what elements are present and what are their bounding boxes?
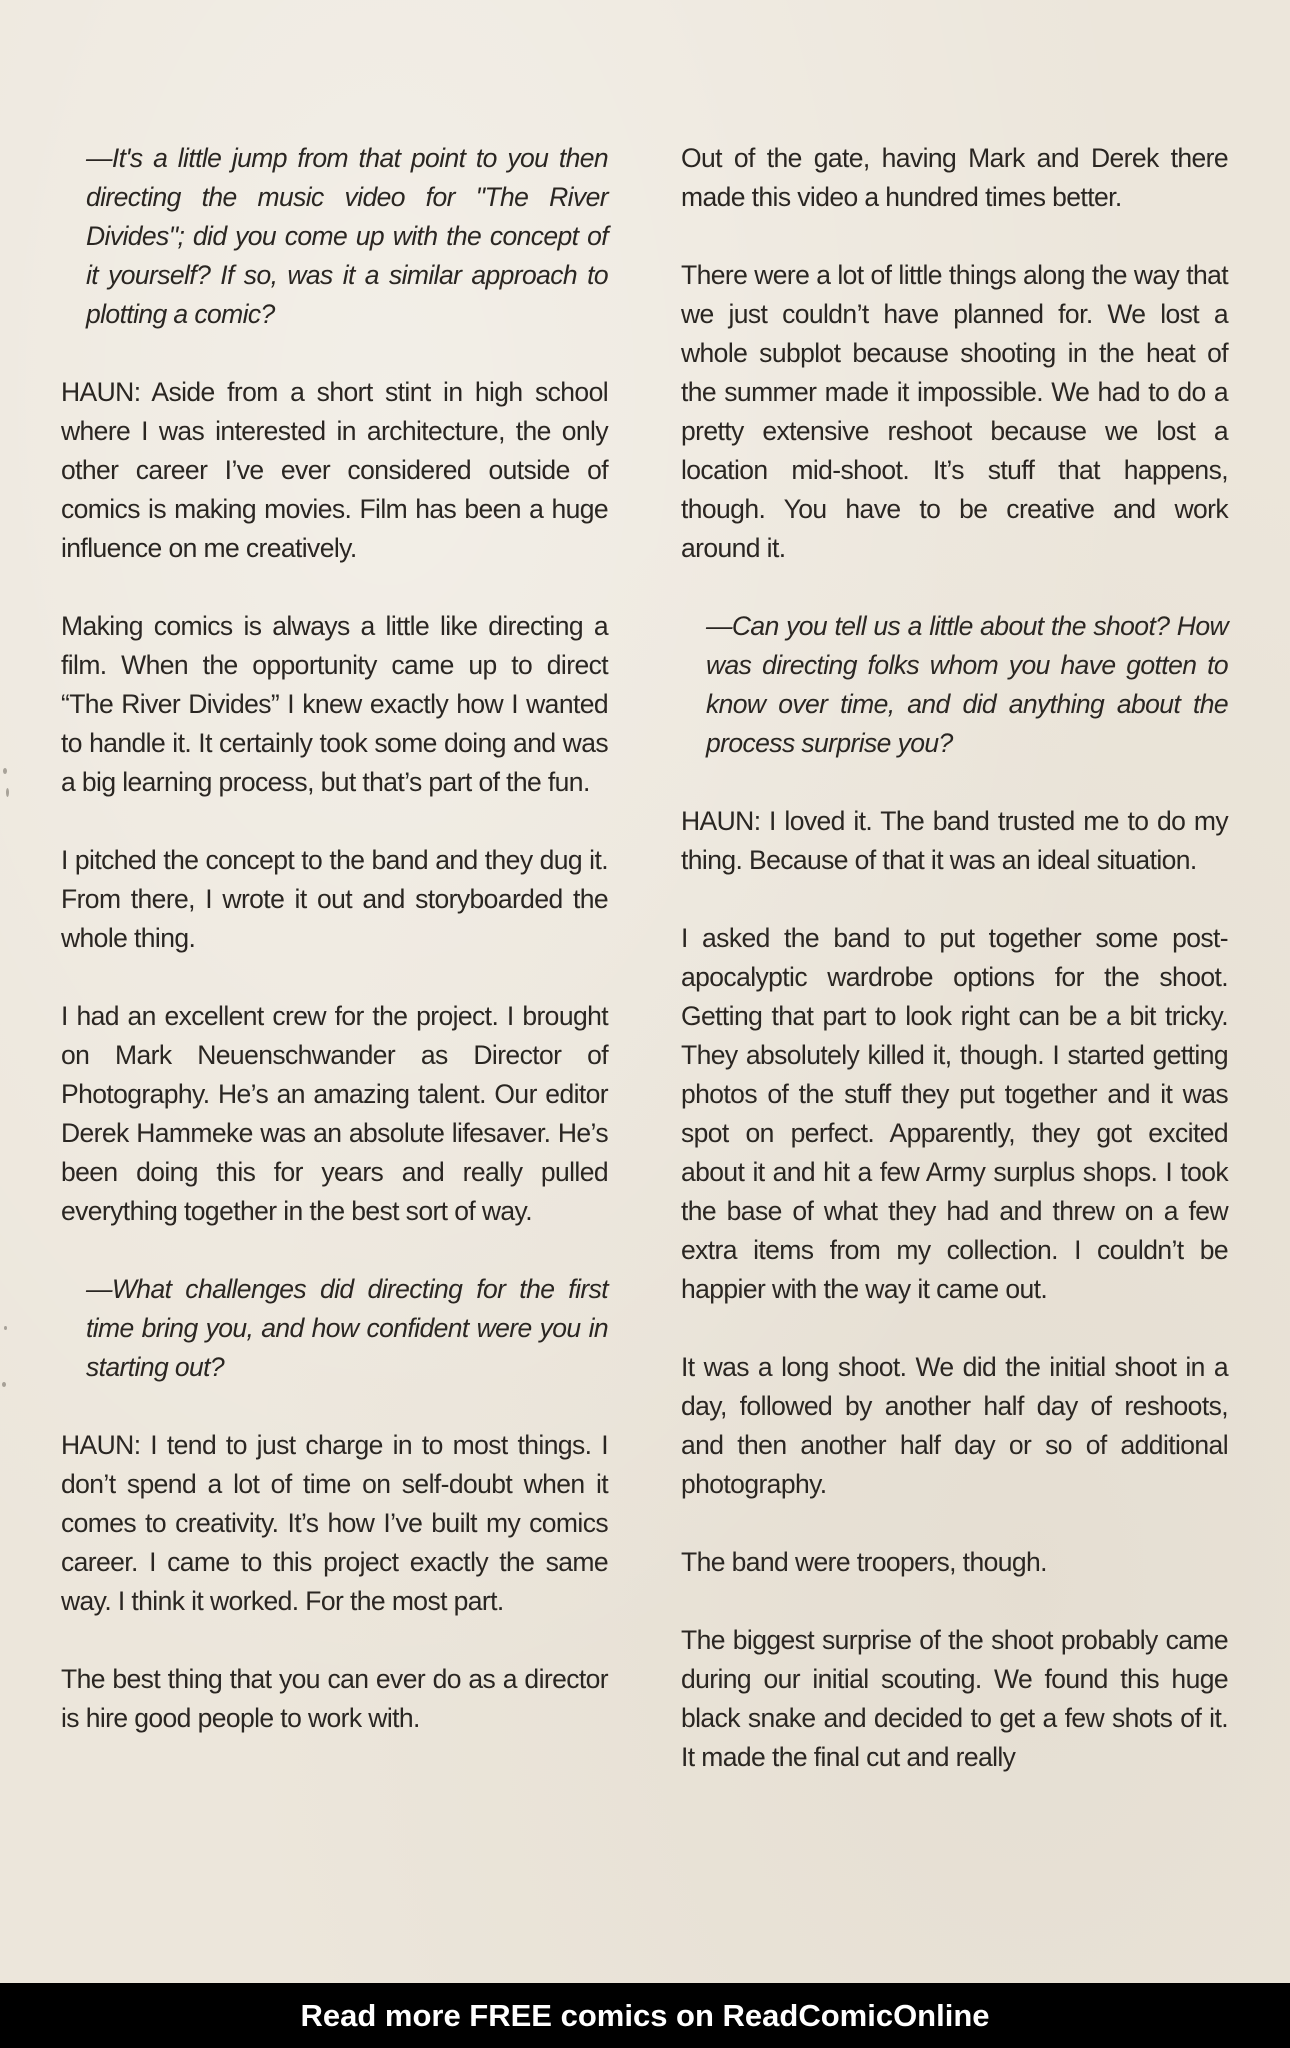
interview-answer: Out of the gate, having Mark and Derek there made this video a hundred times better.: [681, 143, 1228, 212]
footer-banner[interactable]: [0, 1983, 1290, 2048]
interview-answer: HAUN: I loved it. The band trusted me to do my thing. Because of that it was an ideal situation.: [681, 806, 1228, 875]
interview-answer: I asked the band to put together some post-apocalyptic wardrobe options for the shoot. Getting that part to look right can be a bit tricky. They absolutely killed it, though. I started getting photos of the stuff they put together and it was spot on perfect. Apparently, they got excited about it and hit a few Army surplus shops. I took the base of what they had and threw on a few extra items from my collection. I couldn’t be happier with the way it came out.: [681, 923, 1228, 1304]
right-column: [681, 139, 1228, 1777]
left-column: [61, 139, 608, 1738]
interview-answer: There were a lot of little things along the way that we just couldn’t have planned for. We lost a whole subplot because shooting in the heat of the summer made it impossible. We had to do a pretty extensive reshoot because we lost a location mid-shoot. It’s stuff that happens, though. You have to be creative and work around it.: [681, 260, 1228, 563]
paper-speck: [2, 1382, 6, 1387]
paper-speck: [4, 1326, 7, 1330]
interview-answer: It was a long shoot. We did the initial shoot in a day, followed by another half day of reshoots, and then another half day or so of additional photography.: [681, 1352, 1228, 1499]
interview-question: —Can you tell us a little about the shoot? How was directing folks whom you have gotten to know over time, and did anything about the process surprise you?: [706, 611, 1228, 758]
paper-speck: [3, 768, 7, 774]
footer-link-text[interactable]: Read more FREE comics on ReadComicOnline: [300, 1998, 990, 2033]
interview-answer: The biggest surprise of the shoot probably came during our initial scouting. We found this huge black snake and decided to get a few shots of it. It made the final cut and really: [681, 1625, 1228, 1772]
interview-answer: HAUN: Aside from a short stint in high school where I was interested in architecture, the only other career I’ve ever considered outside of comics is making movies. Film has been a huge influence on me creatively.: [61, 377, 608, 563]
interview-answer: Making comics is always a little like directing a film. When the opportunity came up to direct “The River Divides” I knew exactly how I wanted to handle it. It certainly took some doing and was a big learning process, but that’s part of the fun.: [61, 611, 608, 797]
paper-speck: [6, 788, 9, 797]
interview-answer: The best thing that you can ever do as a director is hire good people to work with.: [61, 1664, 608, 1733]
interview-answer: I pitched the concept to the band and they dug it. From there, I wrote it out and storyboarded the whole thing.: [61, 845, 608, 953]
interview-answer: HAUN: I tend to just charge in to most things. I don’t spend a lot of time on self-doubt when it comes to creativity. It’s how I’ve built my comics career. I came to this project exactly the same way. I think it worked. For the most part.: [61, 1430, 608, 1616]
interview-answer: I had an excellent crew for the project. I brought on Mark Neuenschwander as Director of Photography. He’s an amazing talent. Our editor Derek Hammeke was an absolute lifesaver. He’s been doing this for years and really pulled everything together in the best sort of way.: [61, 1001, 608, 1226]
interview-answer: The band were troopers, though.: [681, 1547, 1047, 1577]
interview-question: —It's a little jump from that point to you then directing the music video for "The River Divides"; did you come up with the concept of it yourself? If so, was it a similar approach to plotting a comic?: [86, 143, 608, 329]
interview-question: —What challenges did directing for the first time bring you, and how confident were you in starting out?: [86, 1274, 608, 1382]
